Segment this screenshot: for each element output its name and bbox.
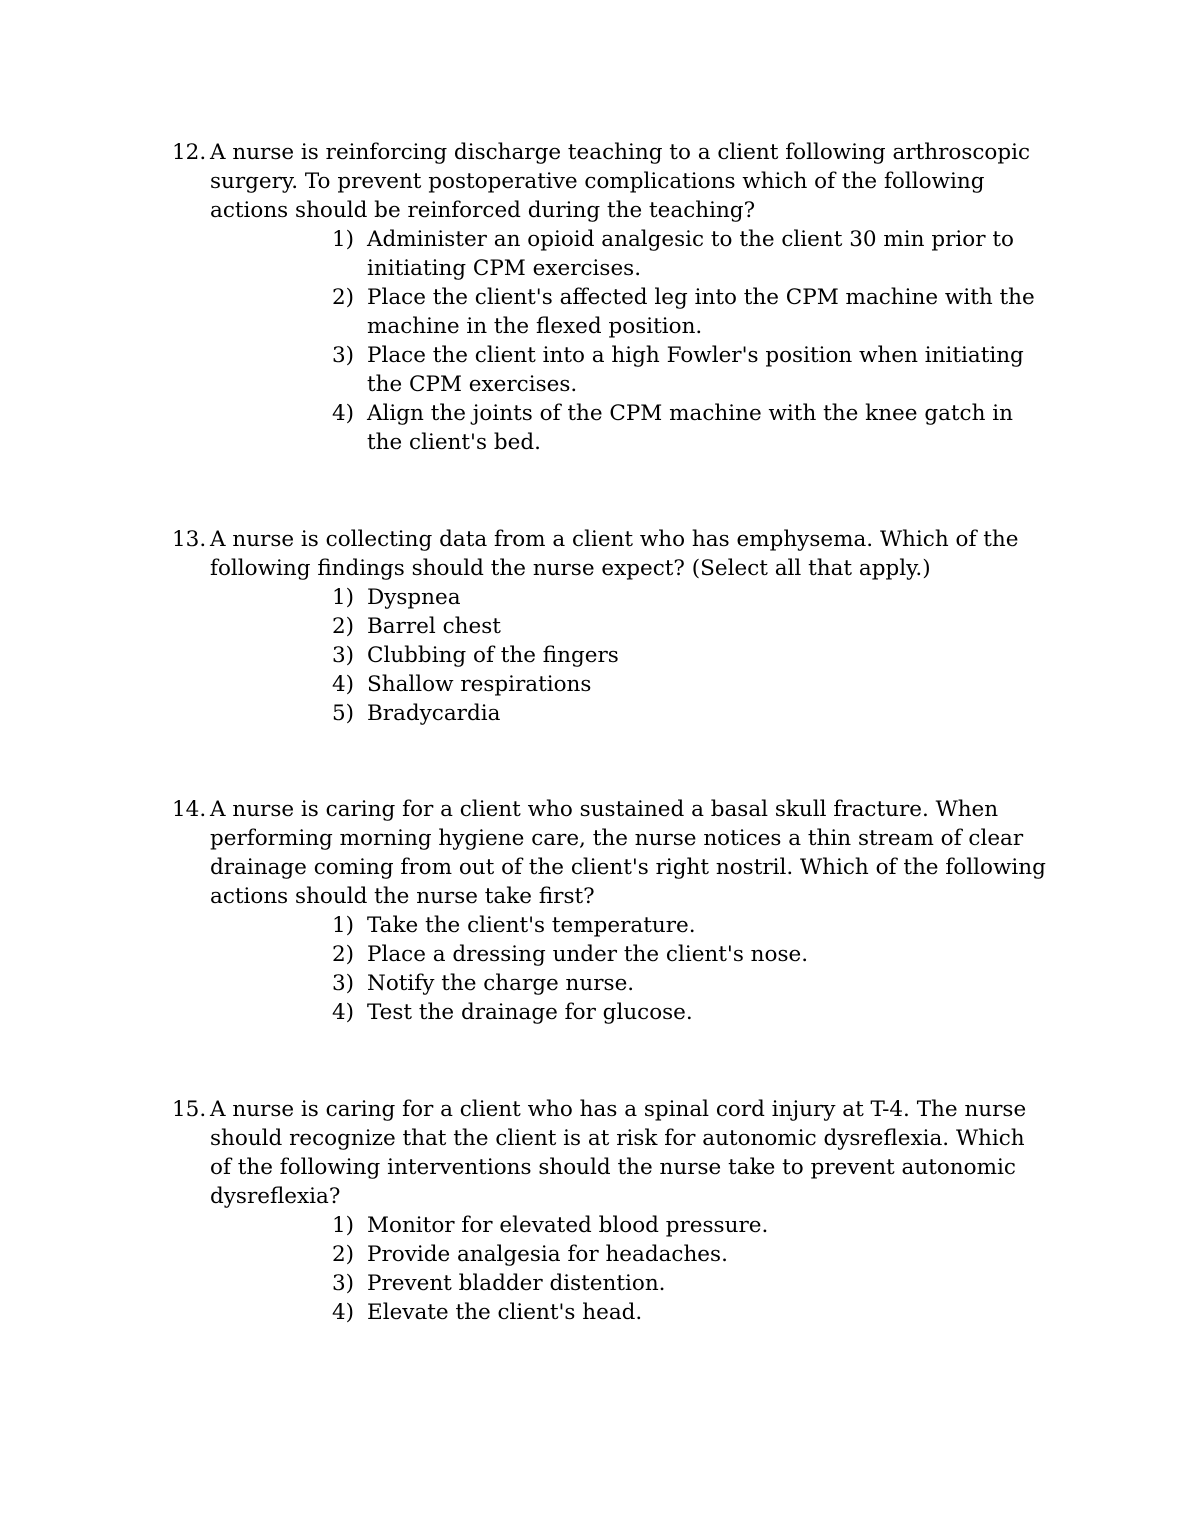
answer-option — [332, 612, 1052, 641]
option-text: Administer an opioid analgesic to the client 30 min prior to initiating CPM exercises. — [367, 227, 1014, 281]
option-number: 5) — [332, 701, 355, 726]
option-text: Monitor for elevated blood pressure. — [367, 1213, 769, 1238]
option-number: 2) — [332, 285, 355, 310]
question-text: A nurse is caring for a client who sustained a basal skull fracture. When performing morning hygiene care, the nurse notices a thin stream of clear drainage coming from out of the client's right nostril. Which of the following actions should the nurse take first? — [210, 797, 1046, 909]
option-number: 1) — [332, 913, 355, 938]
answer-option — [332, 699, 1052, 728]
option-text: Test the drainage for glucose. — [367, 1000, 693, 1025]
question-text: A nurse is reinforcing discharge teaching to a client following arthroscopic surgery. To prevent postoperative complications which of the following actions should be reinforced during the teaching? — [210, 140, 1031, 223]
answer-options — [172, 583, 1052, 728]
option-text: Notify the charge nurse. — [367, 971, 635, 996]
answer-option — [332, 641, 1052, 670]
answer-option — [332, 1269, 1052, 1298]
answer-option — [332, 583, 1052, 612]
option-text: Place the client into a high Fowler's position when initiating the CPM exercises. — [367, 343, 1024, 397]
option-text: Place a dressing under the client's nose. — [367, 942, 809, 967]
option-number: 4) — [332, 672, 355, 697]
answer-options — [172, 225, 1052, 457]
answer-option — [332, 998, 1052, 1027]
option-number: 1) — [332, 227, 355, 252]
option-number: 2) — [332, 1242, 355, 1267]
option-number: 1) — [332, 585, 355, 610]
question-number: 13. — [172, 527, 207, 552]
option-text: Clubbing of the fingers — [367, 643, 619, 668]
option-number: 1) — [332, 1213, 355, 1238]
answer-option — [332, 969, 1052, 998]
option-number: 3) — [332, 643, 355, 668]
answer-option — [332, 341, 1052, 399]
question-15 — [172, 1095, 1052, 1327]
question-14 — [172, 795, 1052, 1027]
answer-option — [332, 940, 1052, 969]
option-number: 4) — [332, 1300, 355, 1325]
question-stem — [172, 795, 1052, 911]
question-text: A nurse is collecting data from a client who has emphysema. Which of the following findings should the nurse expect? (Select all that apply.) — [210, 527, 1019, 581]
option-number: 3) — [332, 1271, 355, 1296]
question-12 — [172, 138, 1052, 457]
option-text: Prevent bladder distention. — [367, 1271, 666, 1296]
answer-option — [332, 1240, 1052, 1269]
answer-option — [332, 1298, 1052, 1327]
option-text: Provide analgesia for headaches. — [367, 1242, 728, 1267]
option-text: Place the client's affected leg into the CPM machine with the machine in the flexed position. — [367, 285, 1035, 339]
answer-options — [172, 1211, 1052, 1327]
option-text: Dyspnea — [367, 585, 461, 610]
answer-option — [332, 670, 1052, 699]
answer-option — [332, 1211, 1052, 1240]
option-number: 2) — [332, 942, 355, 967]
question-stem — [172, 1095, 1052, 1211]
answer-option — [332, 225, 1052, 283]
option-number: 3) — [332, 971, 355, 996]
answer-options — [172, 911, 1052, 1027]
option-number: 2) — [332, 614, 355, 639]
question-13 — [172, 525, 1052, 728]
option-text: Elevate the client's head. — [367, 1300, 643, 1325]
option-number: 3) — [332, 343, 355, 368]
answer-option — [332, 911, 1052, 940]
option-number: 4) — [332, 401, 355, 426]
question-text: A nurse is caring for a client who has a spinal cord injury at T-4. The nurse should recognize that the client is at risk for autonomic dysreflexia. Which of the following interventions should the nurse take to prevent autonomic dysreflexia? — [210, 1097, 1027, 1209]
option-text: Shallow respirations — [367, 672, 592, 697]
question-number: 15. — [172, 1097, 207, 1122]
answer-option — [332, 283, 1052, 341]
option-text: Take the client's temperature. — [367, 913, 696, 938]
question-stem — [172, 525, 1052, 583]
question-stem — [172, 138, 1052, 225]
option-text: Align the joints of the CPM machine with the knee gatch in the client's bed. — [367, 401, 1013, 455]
answer-option — [332, 399, 1052, 457]
question-number: 14. — [172, 797, 207, 822]
option-text: Barrel chest — [367, 614, 501, 639]
question-number: 12. — [172, 140, 207, 165]
option-number: 4) — [332, 1000, 355, 1025]
option-text: Bradycardia — [367, 701, 501, 726]
